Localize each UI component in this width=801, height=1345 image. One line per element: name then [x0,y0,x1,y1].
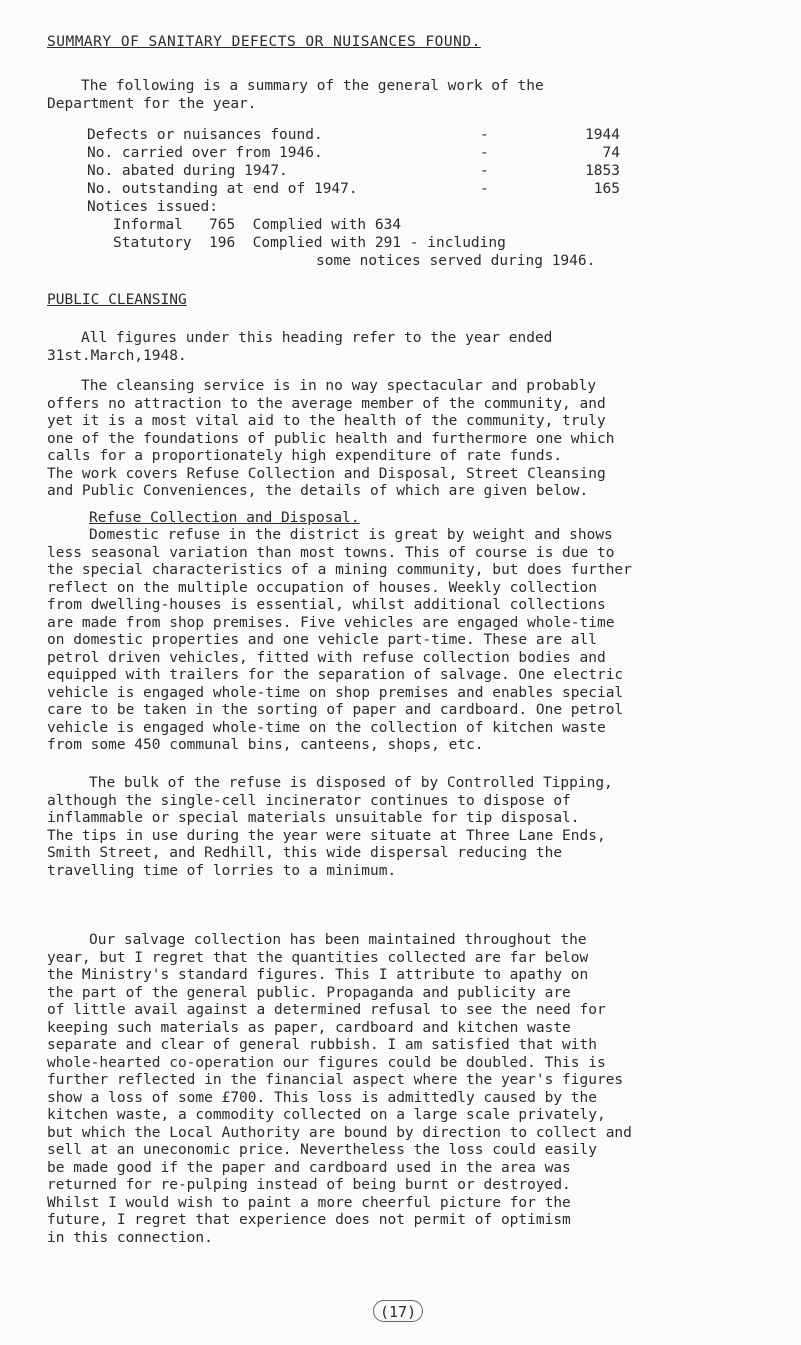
refuse-paragraph-1: Domestic refuse in the district is great by weight and shows less seasonal variation than most towns. This of course is due to the special characteristics of a mining community, but does further reflect on the multiple occupation of houses. Weekly collection from dwelling-houses is essential, whilst additional collections are made from shop premises. Five vehicles are engaged whole-time on domestic properties and one vehicle part-time. These are all petrol driven vehicles, fitted with refuse collection bodies and equipped with trailers for the separation of salvage. One electric vehicle is engaged whole-time on shop premises and enables special care to be taken in the sorting of paper and cardboard. One petrol vehicle is engaged whole-time on the collection of kitchen waste from some 450 communal bins, canteens, shops, etc. [47,527,632,753]
refuse-paragraph-2: The bulk of the refuse is disposed of by Controlled Tipping, although the single-cell incinerator continues to dispose of inflammable or special materials unsuitable for tip disposal. The tips in use during the year were situate at Three Lane Ends, Smith Street, and Redhill, this wide dispersal reducing the travelling time of lorries to a minimum. [47,775,613,879]
refuse-paragraph-3: Our salvage collection has been maintained throughout the year, but I regret that the quantities collected are far below the Ministry's standard figures. This I attribute to apathy on the part of the general public. Propaganda and publicity are of little avail against a determined refusal to see the need for keeping such materials as paper, cardboard and kitchen waste separate and clear of general rubbish. I am satisfied that with whole-hearted co-operation our figures could be doubled. This is further reflected in the financial aspect where the year's figures show a loss of some £700. This loss is admittedly caused by the kitchen waste, a commodity collected on a large scale privately, but which the Local Authority are bound by direction to collect and sell at an uneconomic price. Nevertheless the loss could easily be made good if the paper and cardboard used in the area was returned for re-pulping instead of being burnt or destroyed. Whilst I would wish to paint a more cheerful picture for the future, I regret that experience does not permit of optimism in this connection. [47,932,632,1246]
summary-dash: - [480,145,489,161]
section-heading-refuse: Refuse Collection and Disposal. [89,510,360,526]
notices-statutory-note: some notices served during 1946. [316,253,596,269]
public-cleansing-paragraph-2: The cleansing service is in no way spectacular and probably offers no attraction to the average member of the community, and yet it is a most vital aid to the health of the community, truly one of the foundations of public health and furthermore one which calls for a proportionately high expenditure of rate funds. The work covers Refuse Collection and Disposal, Street Cleansing and Public Conveniences, the details of which are given below. [47,378,615,499]
summary-dash: - [480,163,489,179]
summary-label: Defects or nuisances found. [87,127,323,143]
page-number: (17) [373,1300,423,1322]
notices-statutory: Statutory 196 Complied with 291 - including [113,235,506,251]
section-heading-public-cleansing: PUBLIC CLEANSING [47,292,187,308]
public-cleansing-paragraph-1: All figures under this heading refer to the year ended 31st.March,1948. [47,330,553,364]
summary-value: 1853 [585,163,620,179]
summary-value: 74 [602,145,620,161]
summary-label: No. abated during 1947. [87,163,288,179]
page-title: SUMMARY OF SANITARY DEFECTS OR NUISANCES FOUND. [47,34,481,50]
summary-dash: - [480,127,489,143]
intro-paragraph: The following is a summary of the general work of the Department for the year. [47,78,544,112]
summary-dash: - [480,181,489,197]
summary-value: 1944 [585,127,620,143]
notices-informal: Informal 765 Complied with 634 [113,217,402,233]
summary-label: No. outstanding at end of 1947. [87,181,358,197]
notices-label: Notices issued: [87,199,218,215]
summary-value: 165 [593,181,620,197]
summary-label: No. carried over from 1946. [87,145,323,161]
